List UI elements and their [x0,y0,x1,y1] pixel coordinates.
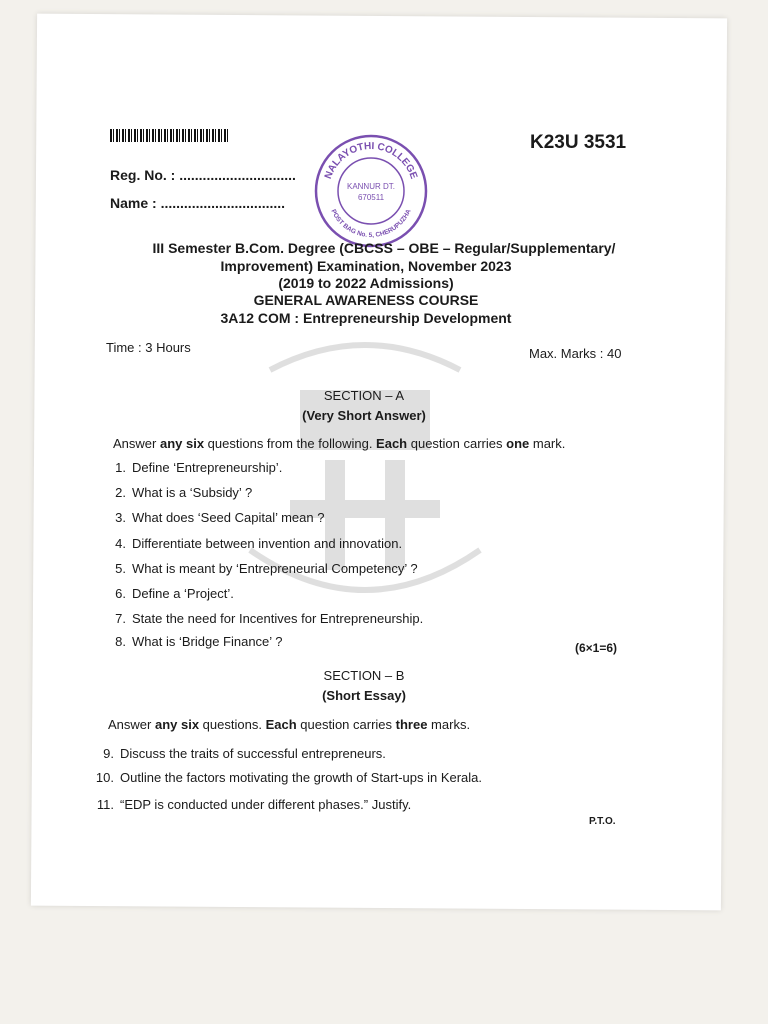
section-a-subtitle: (Very Short Answer) [302,408,426,423]
instr-bold: any six [154,717,200,732]
question-number: 6. [115,586,126,601]
instr-bold: three [395,717,428,732]
question-item [92,797,411,812]
question-item [104,485,252,500]
exam-admissions: (2019 to 2022 Admissions) [278,275,454,291]
section-b-instruction [108,717,470,732]
instr-text: Answer [113,436,160,451]
question-number: 1. [115,460,126,475]
question-text: What is ‘Bridge Finance’ ? [132,634,283,649]
instr-text: questions. [199,717,266,732]
name-field: Name : ................................ [110,195,286,211]
question-text: What is a ‘Subsidy’ ? [132,485,253,500]
instr-text: Answer [108,717,155,732]
question-number: 11. [96,797,114,812]
question-item [104,586,234,601]
question-number: 5. [115,561,126,576]
question-item [104,536,402,551]
question-text: Outline the factors motivating the growth of Start-ups in Kerala. [120,770,483,785]
paper-code: K23U 3531 [530,132,627,153]
question-item [104,634,283,649]
max-marks: Max. Marks : 40 [529,346,622,361]
question-text: What is meant by ‘Entrepreneurial Competency’ ? [132,561,418,576]
university-watermark-icon [230,330,500,630]
question-number: 10. [95,770,114,785]
section-b-subtitle: (Short Essay) [322,688,406,703]
instr-text: question carries [296,717,396,732]
question-number: 2. [115,485,126,500]
course-name: GENERAL AWARENESS COURSE [253,292,479,308]
question-text: Define a ‘Project’. [132,586,234,601]
question-item [104,561,418,576]
exam-time: Time : 3 Hours [106,340,191,355]
question-text: State the need for Incentives for Entrepreneurship. [132,611,424,626]
question-text: Differentiate between invention and innovation. [132,536,403,551]
instr-bold: any six [159,436,205,451]
question-text: What does ‘Seed Capital’ mean ? [132,510,325,525]
question-text: “EDP is conducted under different phases.” Justify. [120,797,412,812]
question-number: 9. [103,746,114,761]
question-number: 8. [115,634,126,649]
instr-text: marks. [427,717,471,732]
section-a-marks: (6×1=6) [575,641,618,655]
exam-title-line-1: III Semester B.Com. Degree (CBCSS – OBE – Regular/Supplementary/ [152,240,616,256]
question-item [104,460,282,475]
stamp-pin-text: 670511 [357,193,385,202]
instr-bold: Each [265,717,297,732]
course-code-title: 3A12 COM : Entrepreneurship Development [220,310,512,326]
question-item [92,770,482,785]
college-stamp-icon [312,132,430,250]
pto-label: P.T.O. [589,816,616,827]
stamp-mid-text: KANNUR DT. [346,182,396,191]
barcode [110,129,228,142]
instr-text: question carries [407,436,507,451]
stamp-top-text: NALAYOTHI COLLEGE [322,140,420,181]
section-b-title: SECTION – B [323,668,405,683]
instr-bold: one [506,436,530,451]
question-item [92,746,386,761]
question-number: 7. [115,611,126,626]
section-a-instruction [113,436,565,451]
instr-text: questions from the following. [204,436,377,451]
instr-text: mark. [529,436,566,451]
question-number: 4. [115,536,126,551]
reg-no-field: Reg. No. : .............................. [110,167,296,183]
question-text: Discuss the traits of successful entrepreneurs. [120,746,386,761]
question-item [104,611,423,626]
question-text: Define ‘Entrepreneurship’. [132,460,283,475]
question-number: 3. [115,510,126,525]
stamp-bottom-text: POST BAG No. 5, CHERUPUZHA [329,208,413,240]
exam-title-line-2: Improvement) Examination, November 2023 [220,258,512,274]
section-a-title: SECTION – A [323,388,405,403]
instr-bold: Each [376,436,408,451]
question-item [104,510,324,525]
